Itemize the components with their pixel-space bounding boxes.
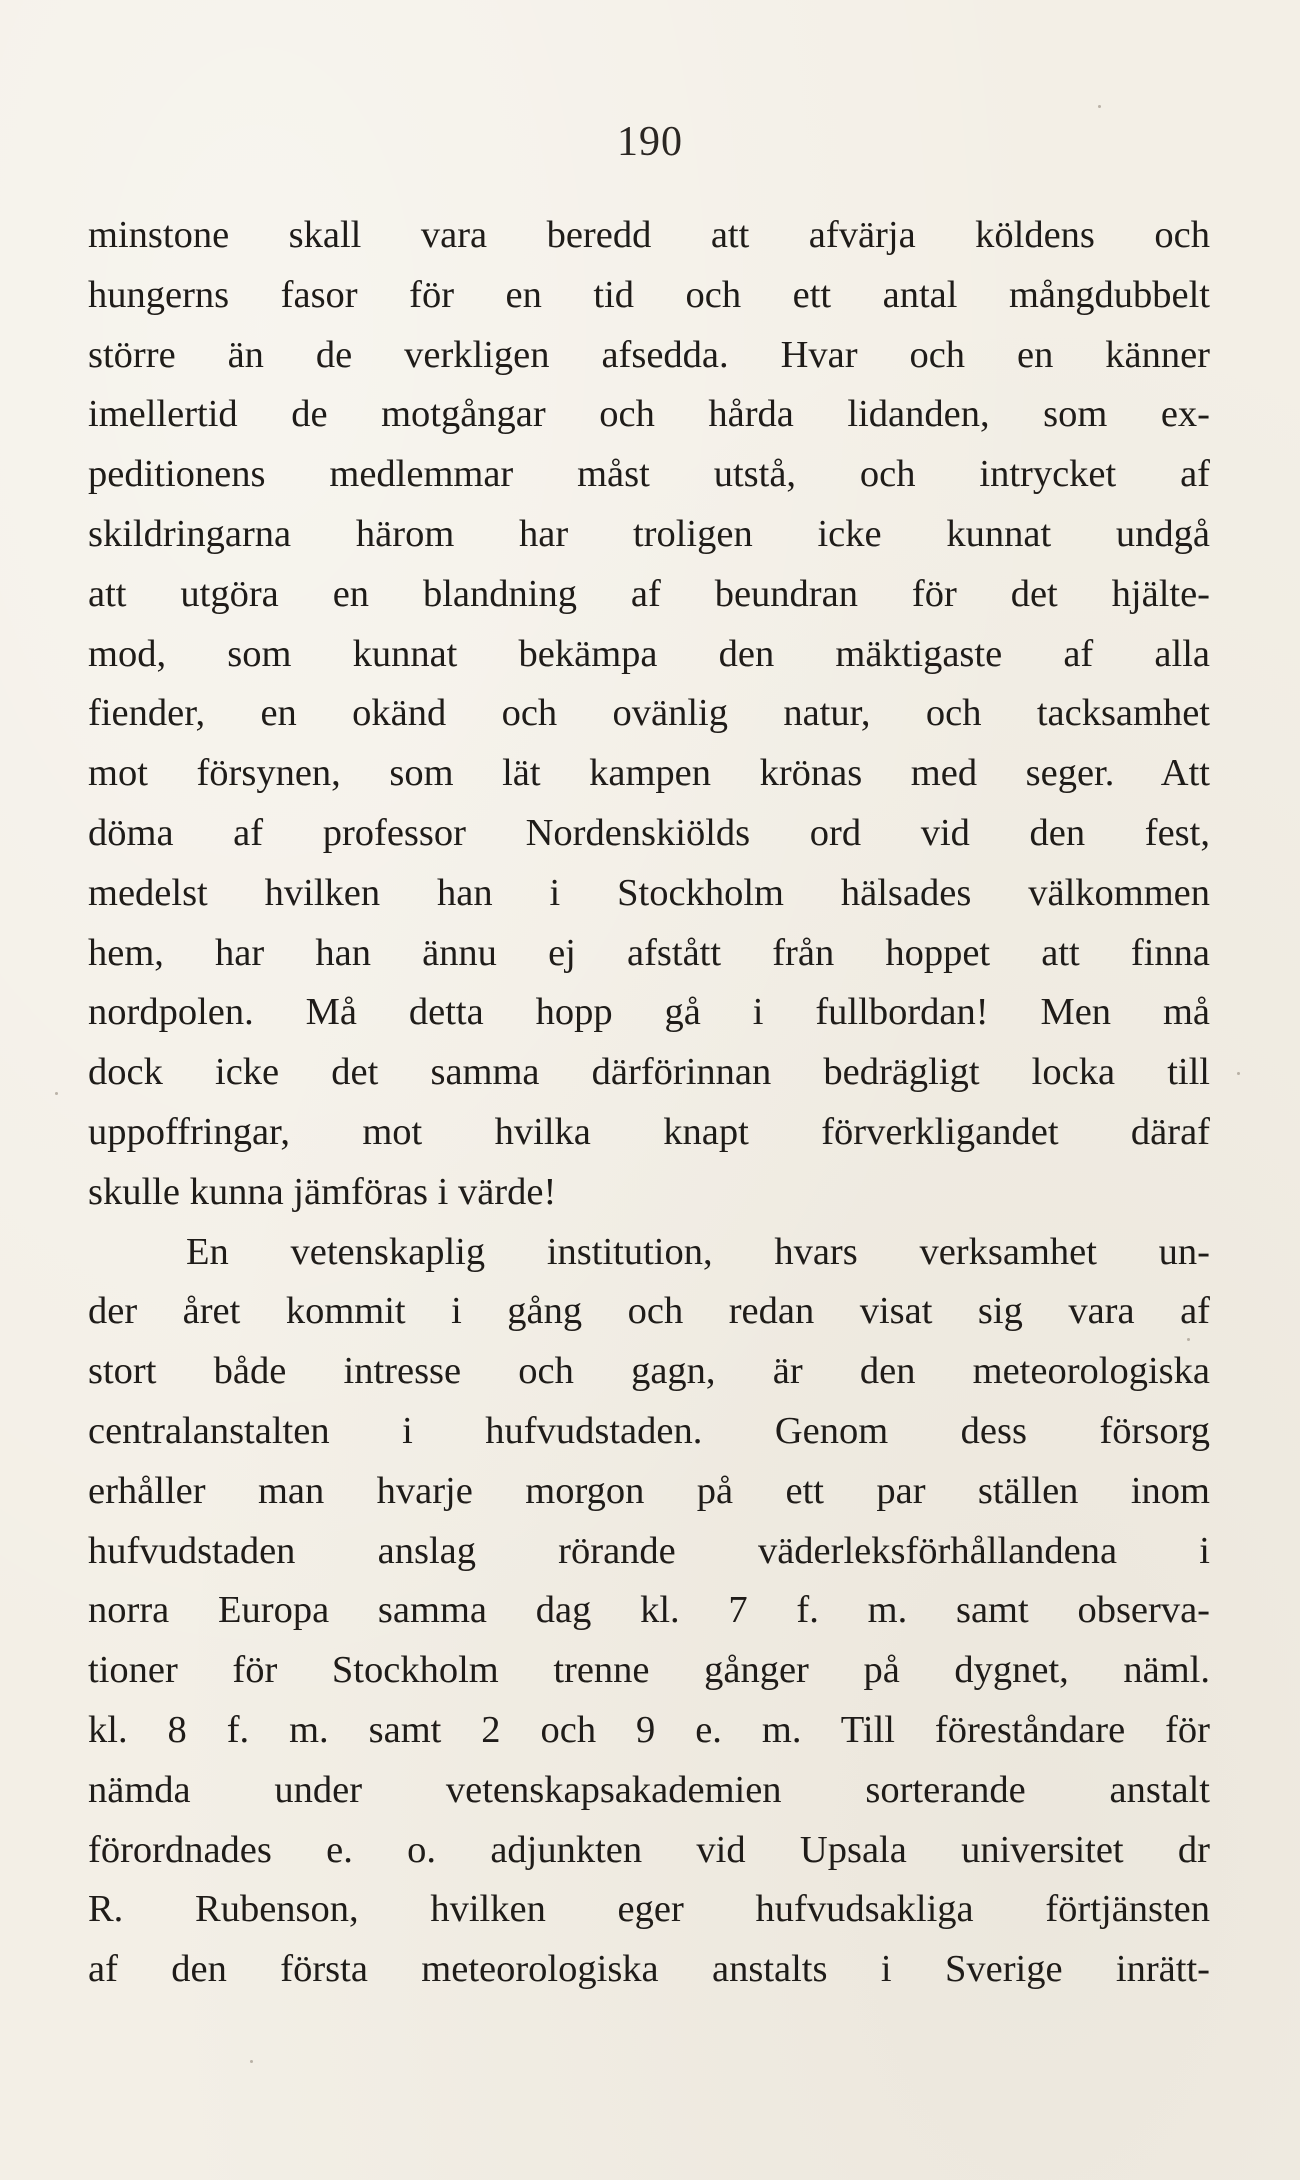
page-number: 190 xyxy=(617,119,683,165)
paper-speck xyxy=(55,1092,58,1095)
text-line-20: stort både intresse och gagn, är den meteorologiska xyxy=(88,1350,1210,1393)
text-line-25: tioner för Stockholm trenne gånger på dygnet, näml. xyxy=(88,1649,1210,1692)
text-line-13: hem, har han ännu ej afstått från hoppet att finna xyxy=(88,931,1210,974)
text-line-7: att utgöra en blandning af beundran för det hjälte- xyxy=(88,572,1210,615)
text-line-12: medelst hvilken han i Stockholm hälsades välkommen xyxy=(88,871,1210,914)
text-line-21: centralanstalten i hufvudstaden. Genom dess försorg xyxy=(88,1409,1210,1452)
paper-speck xyxy=(250,2060,253,2063)
text-line-9: fiender, en okänd och ovänlig natur, och tacksamhet xyxy=(88,692,1210,735)
paper-speck xyxy=(1237,1072,1240,1075)
text-line-16: uppoffringar, mot hvilka knapt förverkligandet däraf xyxy=(88,1110,1210,1153)
text-line-30: af den första meteorologiska anstalts i Sverige inrätt- xyxy=(88,1948,1210,1991)
text-line-10: mot försynen, som lät kampen krönas med seger. Att xyxy=(88,752,1210,795)
text-line-11: döma af professor Nordenskiölds ord vid den fest, xyxy=(88,811,1210,854)
text-line-15: dock icke det samma därförinnan bedrägligt locka till xyxy=(88,1051,1210,1094)
text-line-26: kl. 8 f. m. samt 2 och 9 e. m. Till föreståndare för xyxy=(88,1708,1210,1751)
text-line-22: erhåller man hvarje morgon på ett par ställen inom xyxy=(88,1469,1210,1512)
text-line-5: peditionens medlemmar måst utstå, och intrycket af xyxy=(88,453,1210,496)
text-line-3: större än de verkligen afsedda. Hvar och en känner xyxy=(88,333,1210,376)
text-line-1: minstone skall vara beredd att afvärja köldens och xyxy=(88,214,1210,256)
text-line-4: imellertid de motgångar och hårda lidanden, som ex- xyxy=(88,393,1210,436)
paper-speck xyxy=(1187,1338,1190,1341)
text-line-19: der året kommit i gång och redan visat sig vara af xyxy=(88,1290,1210,1333)
text-line-18: En vetenskaplig institution, hvars verksamhet un- xyxy=(186,1230,1210,1273)
text-line-14: nordpolen. Må detta hopp gå i fullbordan! Men må xyxy=(88,991,1210,1034)
text-line-29: R. Rubenson, hvilken eger hufvudsakliga förtjänsten xyxy=(88,1888,1210,1931)
text-line-28: förordnades e. o. adjunkten vid Upsala universitet dr xyxy=(88,1828,1210,1871)
paper-speck xyxy=(1098,105,1101,108)
text-line-2: hungerns fasor för en tid och ett antal mångdubbelt xyxy=(88,273,1210,316)
text-line-27: nämda under vetenskapsakademien sorterande anstalt xyxy=(88,1768,1210,1811)
text-line-24: norra Europa samma dag kl. 7 f. m. samt observa- xyxy=(88,1589,1210,1632)
text-line-6: skildringarna härom har troligen icke kunnat undgå xyxy=(88,512,1210,555)
text-line-8: mod, som kunnat bekämpa den mäktigaste af alla xyxy=(88,632,1210,675)
text-line-17: skulle kunna jämföras i värde! xyxy=(88,1170,557,1213)
body-text xyxy=(88,206,1210,2000)
text-line-23: hufvudstaden anslag rörande väderleksförhållandena i xyxy=(88,1529,1210,1572)
